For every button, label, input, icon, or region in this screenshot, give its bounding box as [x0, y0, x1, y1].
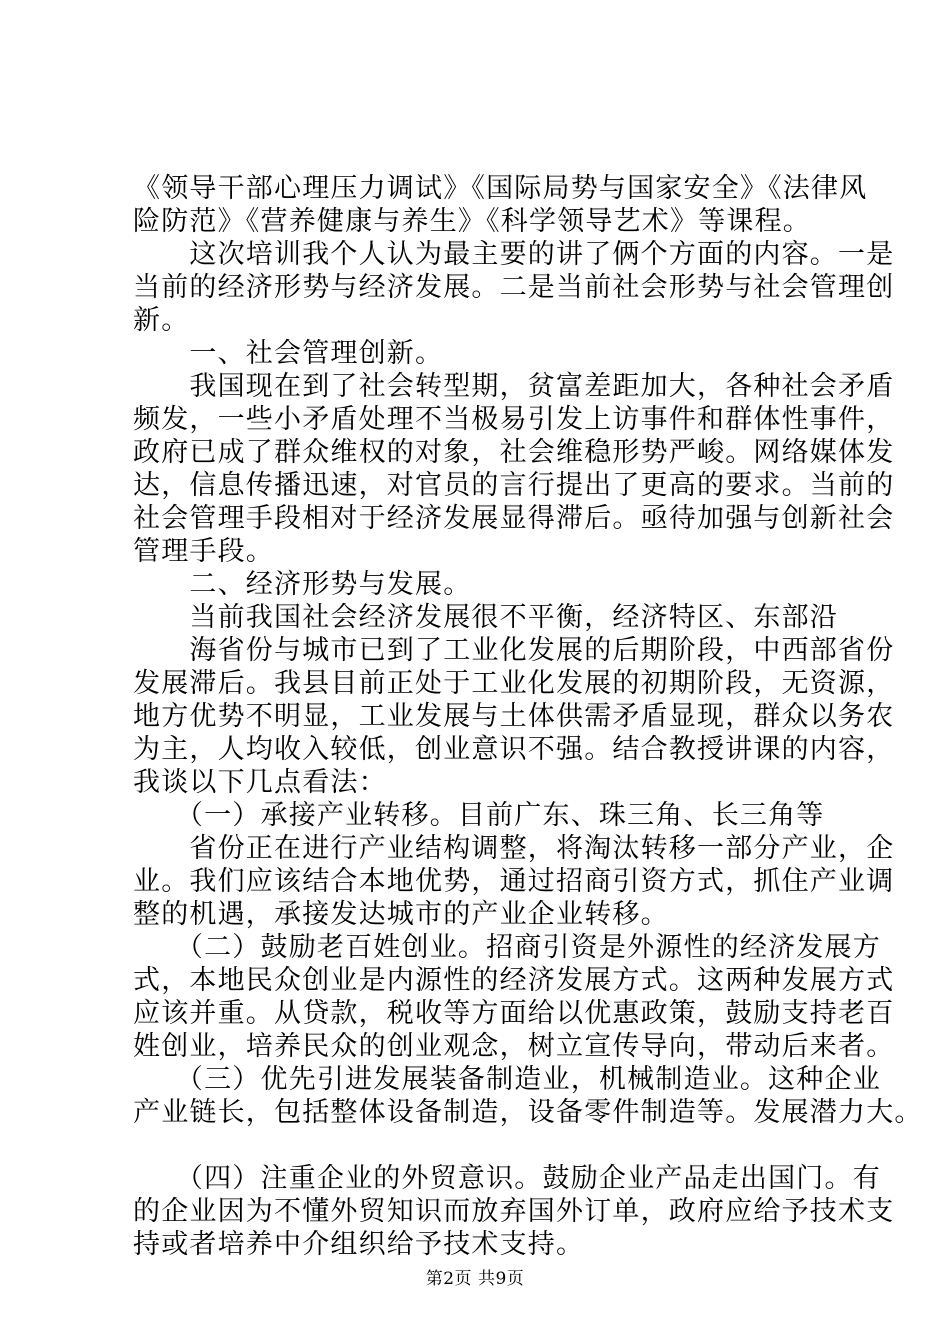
body-line: 政府已成了群众维权的对象，社会维稳形势严峻。网络媒体发: [133, 437, 895, 468]
body-line: 险防范》《营养健康与养生》《科学领导艺术》等课程。: [133, 206, 811, 237]
body-line: 频发，一些小矛盾处理不当极易引发上访事件和群体性事件，: [133, 404, 895, 435]
body-line: 式，本地民众创业是内源性的经济发展方式。这两种发展方式: [133, 965, 895, 996]
section-heading: 一、社会管理创新。: [133, 338, 444, 369]
body-line: 海省份与城市已到了工业化发展的后期阶段，中西部省份: [133, 635, 895, 666]
body-line: 新。: [133, 305, 190, 336]
body-line: 为主，人均收入较低，创业意识不强。结合教授讲课的内容，: [133, 734, 895, 765]
body-line: 这次培训我个人认为最主要的讲了俩个方面的内容。一是: [133, 239, 895, 270]
body-line: 省份正在进行产业结构调整，将淘汰转移一部分产业，企: [133, 833, 895, 864]
body-line: 社会管理手段相对于经济发展显得滞后。亟待加强与创新社会: [133, 503, 895, 534]
body-line: 产业链长，包括整体设备制造，设备零件制造等。发展潜力大。: [133, 1097, 923, 1128]
body-line: 我谈以下几点看法：: [133, 767, 387, 798]
body-line: 管理手段。: [133, 536, 274, 567]
body-line: 地方优势不明显，工业发展与土体供需矛盾显现，群众以务农: [133, 701, 895, 732]
body-line: 当前我国社会经济发展很不平衡，经济特区、东部沿: [133, 602, 838, 633]
body-line: 的企业因为不懂外贸知识而放弃国外订单，政府应给予技术支: [133, 1196, 895, 1227]
body-line: 整的机遇，承接发达城市的产业企业转移。: [133, 899, 669, 930]
body-line: 《领导干部心理压力调试》《国际局势与国家安全》《法律风: [133, 173, 868, 204]
subsection-heading: （一）承接产业转移。目前广东、珠三角、长三角等: [133, 800, 825, 831]
page-number-footer: 第2页 共9页: [425, 1269, 525, 1289]
subsection-heading: （二）鼓励老百姓创业。招商引资是外源性的经济发展方: [133, 932, 881, 963]
body-line: 我国现在到了社会转型期，贫富差距加大，各种社会矛盾: [133, 371, 895, 402]
subsection-heading: （三）优先引进发展装备制造业，机械制造业。这种企业: [133, 1064, 881, 1095]
body-line: 达，信息传播迅速，对官员的言行提出了更高的要求。当前的: [133, 470, 895, 501]
subsection-heading: （四）注重企业的外贸意识。鼓励企业产品走出国门。有: [133, 1163, 881, 1194]
body-line: 姓创业，培养民众的创业观念，树立宣传导向，带动后来者。: [133, 1031, 895, 1062]
section-heading: 二、经济形势与发展。: [133, 569, 472, 600]
body-line: 发展滞后。我县目前正处于工业化发展的初期阶段，无资源，: [133, 668, 895, 699]
body-line: 当前的经济形势与经济发展。二是当前社会形势与社会管理创: [133, 272, 895, 303]
body-line: 业。我们应该结合本地优势，通过招商引资方式，抓住产业调: [133, 866, 895, 897]
body-line: 持或者培养中介组织给予技术支持。: [133, 1229, 585, 1260]
body-line: 应该并重。从贷款，税收等方面给以优惠政策，鼓励支持老百: [133, 998, 895, 1029]
